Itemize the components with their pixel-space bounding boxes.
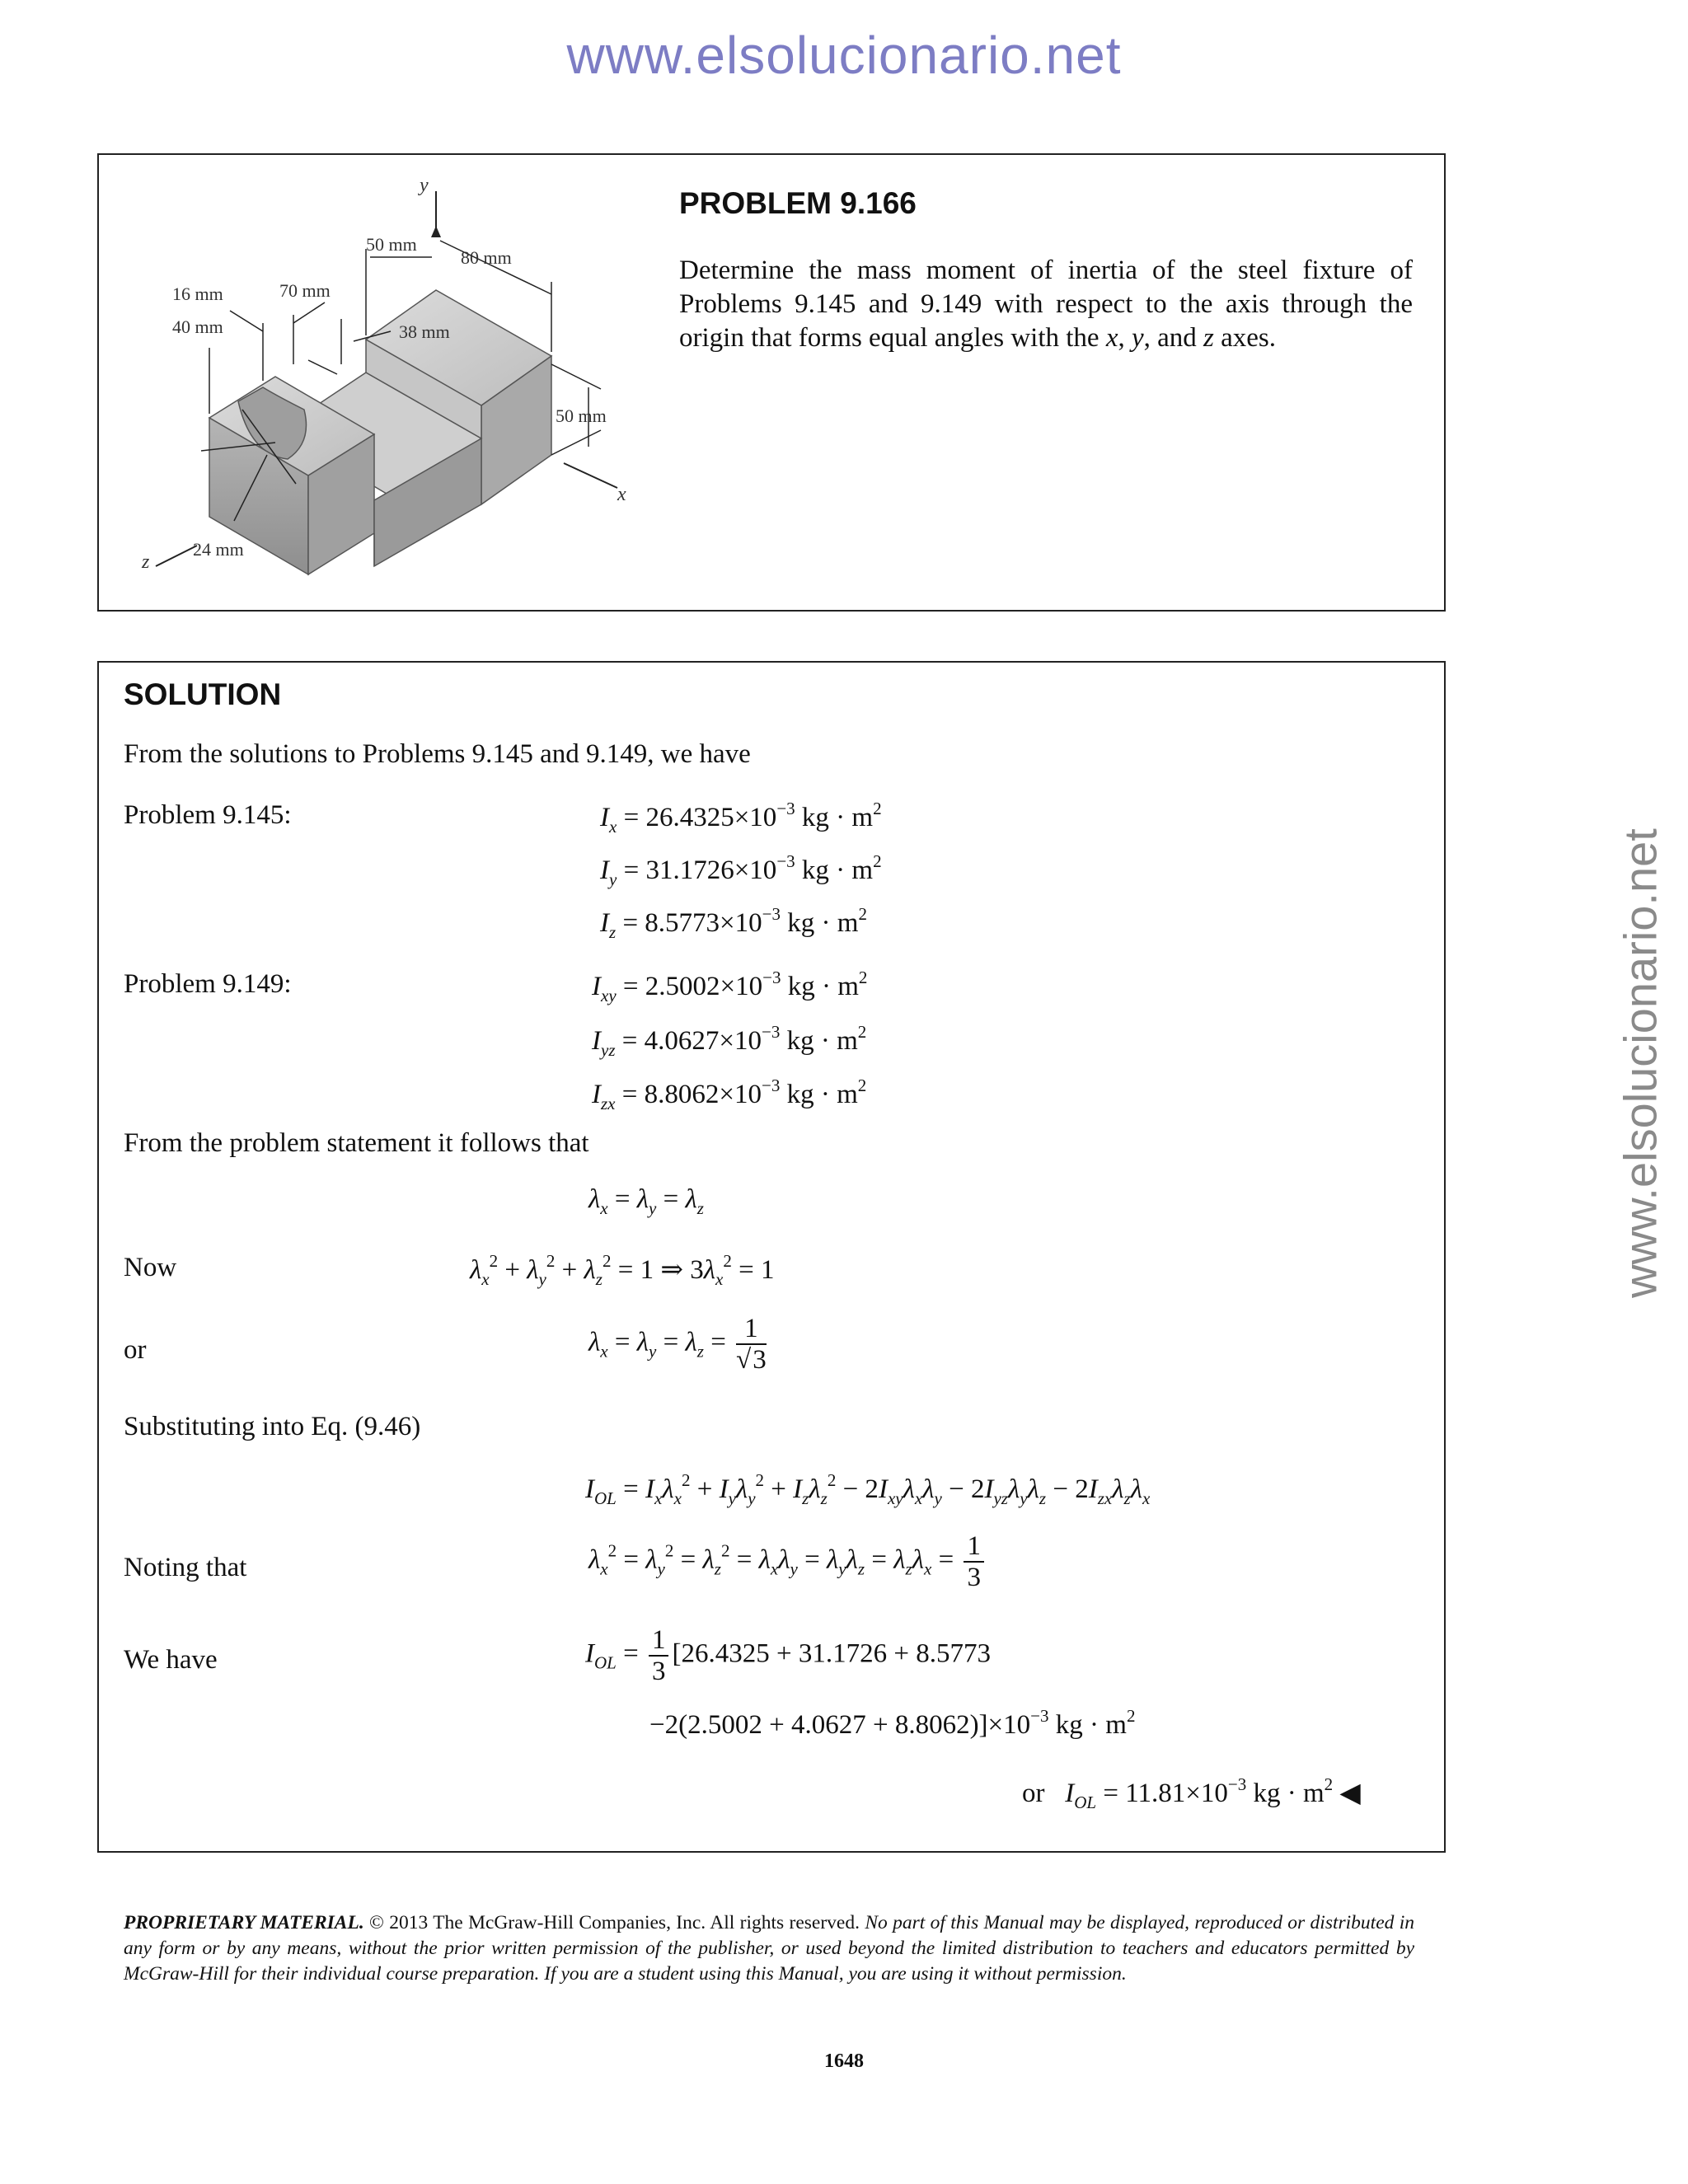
- y-axis-arrow: [431, 226, 441, 237]
- eq-equal-lambdas: $\lambda_x = \lambda_y = \lambda_z$: [588, 1184, 704, 1218]
- result-marker-icon: ◀: [1339, 1779, 1361, 1808]
- eq-iz: $I_z = 8.5773\times 10^{-3}$ kg · $m^2$: [600, 904, 867, 942]
- solution-title: SOLUTION: [124, 677, 282, 711]
- problem-title: PROBLEM 9.166: [679, 186, 917, 220]
- eq-lambda-value: $\lambda_x = \lambda_y = \lambda_z$ = $\frac{1}{√3}$: [588, 1314, 767, 1375]
- or-label: or: [124, 1335, 147, 1365]
- noting-text: Noting that: [124, 1553, 247, 1582]
- dim-40mm: 40 mm: [172, 316, 223, 337]
- x-axis-line: [564, 463, 617, 488]
- eq-iyz: $I_{yz} = 4.0627\times 10^{-3}$ kg · $m^2$: [592, 1022, 867, 1060]
- eq-iol-line-1: $I_{OL}$ = $\frac{1}{3}$ [26.4325 + 31.1726 + 8.5773: [585, 1625, 991, 1686]
- solution-intro: From the solutions to Problems 9.145 and 9.149, we have: [124, 739, 751, 769]
- eq-ix: $I_x = 26.4325\times 10^{-3}$ kg · $m^2$: [600, 799, 882, 837]
- dim-38mm: 38 mm: [399, 321, 450, 342]
- from-statement-text: From the problem statement it follows that: [124, 1128, 589, 1158]
- dim-24mm: 24 mm: [193, 539, 244, 560]
- copyright-footer: PROPRIETARY MATERIAL. © 2013 The McGraw-Hill Companies, Inc. All rights reserved. No part of this Manual may be displayed, reproduced or distributed in any form or by any means, without the prior written permission of the publisher, or used beyond the limited distribution to teachers and educators permitted by McGraw-Hill for their individual course preparation. If you are a student using this Manual, you are using it without permission.: [124, 1912, 1415, 1985]
- dim-16mm: 16 mm: [172, 284, 223, 304]
- eq-iy: $I_y = 31.1726\times 10^{-3}$ kg · $m^2$: [600, 851, 882, 889]
- dim-70mm: 70 mm: [279, 280, 331, 301]
- eq-ixy: $I_{xy} = 2.5002\times 10^{-3}$ kg · $m^2$: [592, 968, 868, 1005]
- eq-iol-general: $I_{OL} = I_x\lambda_x^2 + I_y\lambda_y^2 + I_z\lambda_z^2 - 2I_{xy}\lambda_x\lambda_y - 2I_{yz}\lambda_y\lambda_z - 2I_{zx}\lambda_z\lambda_x$: [585, 1470, 1151, 1508]
- label-problem-9145: Problem 9.145:: [124, 800, 292, 830]
- label-problem-9149: Problem 9.149:: [124, 969, 292, 999]
- problem-statement: Determine the mass moment of inertia of the steel fixture of Problems 9.145 and 9.149 with respect to the axis through the origin that forms equal angles with the x, y, and z axes.: [679, 255, 1413, 353]
- dim-50mm-top: 50 mm: [366, 234, 417, 255]
- x-axis-label: x: [617, 484, 626, 505]
- eq-unit-vector: $\lambda_x^2 + \lambda_y^2 + \lambda_z^2 = 1$ ⇒ $3\lambda_x^2 = 1$: [470, 1251, 775, 1289]
- we-have-text: We have: [124, 1645, 218, 1675]
- page-number: 1648: [824, 2050, 864, 2072]
- watermark-top: www.elsolucionario.net: [566, 26, 1122, 85]
- z-axis-line: [156, 546, 197, 566]
- z-axis-label: z: [142, 551, 150, 573]
- eq-lambda-products: $\lambda_x^2 = \lambda_y^2 = \lambda_z^2 = \lambda_x\lambda_y = \lambda_y\lambda_z = \lambda_z\lambda_x$ = $\frac{1}{3}$: [588, 1531, 987, 1592]
- final-answer: or $I_{OL} = 11.81\times 10^{-3}$ kg · $m^2$ ◀: [1022, 1774, 1361, 1812]
- fixture-figure: [102, 158, 663, 607]
- now-label: Now: [124, 1253, 177, 1282]
- eq-izx: $I_{zx} = 8.8062\times 10^{-3}$ kg · $m^2$: [592, 1076, 867, 1113]
- eq-iol-line-2: $-2(2.5002 + 4.0627 + 8.8062)]\times 10^{-3}$ kg · $m^2$: [649, 1706, 1136, 1740]
- dim-50mm-right: 50 mm: [556, 405, 607, 426]
- dim-80mm: 80 mm: [461, 247, 512, 268]
- substituting-text: Substituting into Eq. (9.46): [124, 1412, 421, 1441]
- y-axis-label: y: [420, 175, 429, 196]
